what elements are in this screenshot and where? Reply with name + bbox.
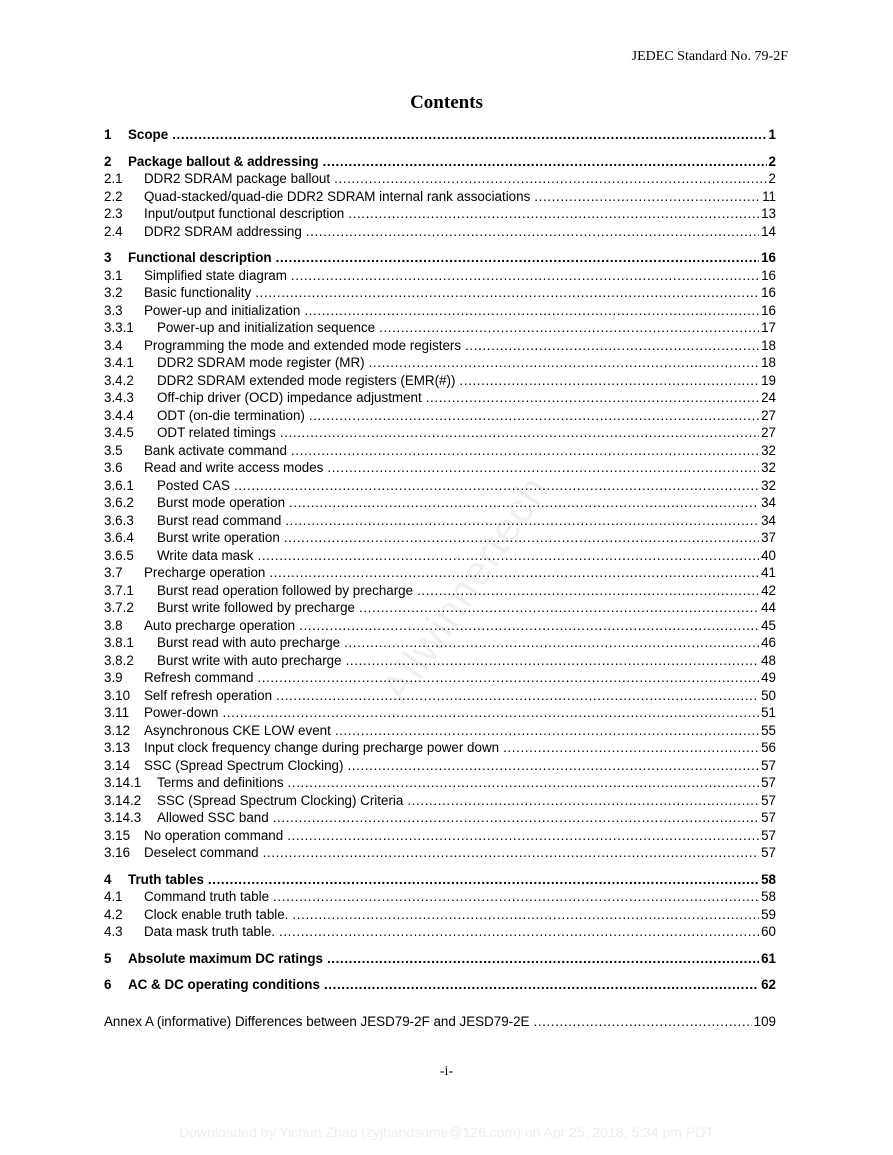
toc-entry-number: 3.10: [104, 687, 131, 703]
toc-entry-number: 3.14: [104, 757, 131, 773]
toc-entry-number: 3.4.4: [104, 407, 134, 423]
toc-entry-number: 3.4.3: [104, 390, 134, 405]
toc-entry-number: 3.7.1: [104, 582, 134, 598]
toc-dot-leader: [258, 547, 760, 565]
toc-entry[interactable]: [104, 459, 776, 477]
toc-entry-page: 17: [761, 320, 776, 335]
toc-entry[interactable]: [104, 205, 776, 223]
toc-entry-number: 3.14.1: [104, 775, 142, 790]
toc-entry-title: Burst write operation: [157, 530, 280, 545]
toc-entry-number: 3.6.5: [104, 547, 134, 563]
toc-entry[interactable]: [104, 249, 776, 267]
toc-entry-page: 34: [761, 495, 776, 510]
toc-entry-title: Scope: [128, 127, 169, 142]
toc-entry[interactable]: [104, 844, 776, 862]
toc-dot-leader: [534, 188, 760, 206]
toc-dot-leader: [327, 950, 759, 968]
toc-entry-page: 1: [768, 127, 776, 142]
toc-entry-title: Quad-stacked/quad-die DDR2 SDRAM internal rank associations: [144, 188, 531, 204]
toc-dot-leader: [346, 652, 760, 670]
toc-dot-leader: [348, 205, 759, 223]
toc-entry-title: Burst read with auto precharge: [157, 635, 341, 650]
toc-entry-title: Read and write access modes: [144, 460, 324, 475]
toc-dot-leader: [255, 284, 759, 302]
toc-entry-page: 34: [761, 512, 776, 528]
toc-entry-page: 57: [761, 810, 776, 825]
toc-entry-title: Asynchronous CKE LOW event: [144, 722, 331, 738]
toc-entry[interactable]: [104, 477, 776, 495]
toc-dot-leader: [534, 1013, 752, 1031]
toc-dot-leader: [335, 722, 759, 740]
table-of-contents: [104, 126, 776, 1030]
toc-entry-number: 3.5: [104, 442, 123, 458]
toc-dot-leader: [327, 459, 759, 477]
toc-entry-page: 48: [761, 652, 776, 668]
toc-entry-page: 16: [761, 250, 776, 265]
toc-entry-number: 3.8.1: [104, 635, 134, 650]
toc-entry[interactable]: [104, 337, 776, 355]
toc-dot-leader: [276, 687, 759, 705]
toc-dot-leader: [359, 599, 759, 617]
toc-dot-leader: [269, 564, 759, 582]
toc-dot-leader: [280, 424, 759, 442]
toc-dot-leader: [324, 976, 759, 994]
toc-entry-number: 3.4: [104, 337, 123, 353]
toc-entry-page: 57: [761, 775, 776, 790]
toc-dot-leader: [369, 354, 760, 372]
toc-entry-page: 27: [761, 407, 776, 423]
toc-entry-number: 3.12: [104, 722, 131, 738]
toc-entry-page: 57: [761, 827, 776, 843]
toc-entry-number: 3.9: [104, 670, 123, 685]
toc-entry-number: 3: [104, 250, 112, 265]
document-header: JEDEC Standard No. 79-2F: [631, 49, 788, 64]
toc-entry[interactable]: [104, 906, 776, 924]
toc-entry[interactable]: [104, 284, 776, 302]
toc-entry-title: ODT (on-die termination): [157, 407, 305, 423]
toc-entry-page: 58: [761, 871, 776, 887]
toc-entry-title: Package ballout & addressing: [128, 153, 319, 169]
toc-entry-page: 18: [761, 355, 776, 370]
toc-dot-leader: [304, 302, 759, 320]
toc-entry-page: 109: [753, 1013, 776, 1029]
toc-dot-leader: [234, 477, 759, 495]
toc-entry-page: 18: [761, 337, 776, 353]
toc-entry[interactable]: [104, 792, 776, 810]
toc-entry[interactable]: [104, 617, 776, 635]
toc-entry-title: AC & DC operating conditions: [128, 977, 320, 992]
toc-entry-number: 3.13: [104, 740, 131, 755]
toc-entry-page: 19: [761, 372, 776, 388]
toc-dot-leader: [426, 389, 759, 407]
toc-entry-title: DDR2 SDRAM mode register (MR): [157, 355, 365, 370]
toc-entry-page: 61: [761, 950, 776, 966]
toc-entry[interactable]: [104, 564, 776, 582]
toc-entry-number: 3.8: [104, 617, 123, 633]
toc-entry-page: 32: [761, 442, 776, 458]
toc-dot-leader: [323, 153, 767, 171]
toc-entry[interactable]: [104, 888, 776, 906]
toc-entry-page: 57: [761, 757, 776, 773]
toc-entry[interactable]: [104, 372, 776, 390]
toc-entry-title: Burst read operation followed by precharge: [157, 582, 414, 598]
toc-entry-number: 3.15: [104, 827, 131, 843]
toc-entry[interactable]: [104, 827, 776, 845]
toc-entry-page: 2: [768, 153, 776, 169]
toc-entry[interactable]: [104, 976, 776, 994]
toc-entry-number: 6: [104, 977, 112, 992]
toc-dot-leader: [309, 407, 759, 425]
toc-dot-leader: [284, 529, 759, 547]
toc-entry-page: 42: [761, 582, 776, 598]
toc-entry-title: Clock enable truth table.: [144, 906, 289, 922]
toc-entry-title: Write data mask: [157, 547, 254, 563]
toc-entry-title: Programming the mode and extended mode registers: [144, 337, 462, 353]
toc-entry-number: 3.7.2: [104, 600, 134, 615]
toc-entry-number: 3.6.3: [104, 512, 134, 528]
toc-entry[interactable]: [104, 512, 776, 530]
toc-entry-title: ODT related timings: [157, 425, 276, 440]
toc-entry[interactable]: [104, 634, 776, 652]
toc-entry-title: SSC (Spread Spectrum Clocking) Criteria: [157, 792, 404, 808]
toc-entry-number: 2: [104, 153, 112, 169]
toc-entry-page: 16: [761, 302, 776, 318]
toc-entry-title: Deselect command: [144, 845, 259, 860]
toc-entry-page: 46: [761, 635, 776, 650]
toc-entry[interactable]: [104, 354, 776, 372]
toc-entry-number: 3.6.2: [104, 495, 134, 510]
toc-dot-leader: [172, 126, 766, 144]
toc-entry-number: 3.4.5: [104, 425, 134, 440]
toc-entry-number: 2.3: [104, 206, 123, 221]
toc-entry-page: 13: [761, 206, 776, 221]
toc-entry-title: Basic functionality: [144, 285, 252, 300]
toc-entry-page: 58: [761, 889, 776, 904]
toc-dot-leader: [299, 617, 759, 635]
toc-entry-page: 55: [761, 722, 776, 738]
toc-entry[interactable]: [104, 529, 776, 547]
toc-entry-number: 3.6.1: [104, 477, 134, 493]
toc-dot-leader: [459, 372, 759, 390]
toc-entry[interactable]: [104, 267, 776, 285]
toc-entry-title: Input/output functional description: [144, 206, 345, 221]
toc-entry-page: 32: [761, 460, 776, 475]
toc-entry[interactable]: [104, 704, 776, 722]
toc-entry[interactable]: [104, 424, 776, 442]
toc-entry[interactable]: [104, 302, 776, 320]
toc-entry-page: 62: [761, 977, 776, 992]
toc-entry[interactable]: [104, 126, 776, 144]
toc-entry[interactable]: [104, 687, 776, 705]
toc-dot-leader: [287, 827, 759, 845]
page-number: -i-: [439, 1064, 454, 1079]
toc-entry-page: 24: [761, 390, 776, 405]
toc-entry[interactable]: [104, 547, 776, 565]
toc-entry-title: Bank activate command: [144, 442, 287, 458]
toc-entry-number: 3.4.1: [104, 355, 134, 370]
toc-entry-page: 57: [761, 792, 776, 808]
toc-entry[interactable]: [104, 652, 776, 670]
toc-entry-number: 3.14.3: [104, 810, 142, 825]
toc-dot-leader: [263, 844, 759, 862]
toc-entry-number: 3.8.2: [104, 652, 134, 668]
toc-entry-number: 2.1: [104, 171, 123, 186]
toc-entry-title: Input clock frequency change during precharge power down: [144, 740, 500, 755]
toc-dot-leader: [407, 792, 759, 810]
toc-entry-title: Allowed SSC band: [157, 810, 269, 825]
toc-entry-number: 3.11: [104, 705, 130, 720]
toc-entry-title: Auto precharge operation: [144, 617, 296, 633]
toc-dot-leader: [291, 267, 759, 285]
toc-entry-number: 3.2: [104, 285, 123, 300]
toc-dot-leader: [279, 923, 759, 941]
toc-entry-page: 27: [761, 425, 776, 440]
toc-entry-number: 3.16: [104, 845, 131, 860]
toc-entry-title: Power-down: [144, 705, 219, 720]
toc-entry-title: DDR2 SDRAM package ballout: [144, 171, 331, 186]
toc-entry-number: 3.3.1: [104, 320, 134, 335]
toc-entry[interactable]: [104, 319, 776, 337]
toc-entry-title: Power-up and initialization sequence: [157, 320, 376, 335]
toc-entry-number: 4.2: [104, 906, 123, 922]
toc-entry-title: Command truth table: [144, 889, 270, 904]
toc-entry-title: Data mask truth table.: [144, 924, 275, 939]
toc-entry-page: 59: [761, 906, 776, 922]
toc-dot-leader: [503, 739, 759, 757]
toc-dot-leader: [273, 809, 759, 827]
toc-entry-title: Terms and definitions: [157, 775, 284, 790]
watermark-text: Allwinnertech: [371, 466, 558, 711]
toc-entry-page: 44: [761, 600, 776, 615]
toc-entry-page: 37: [761, 530, 776, 545]
toc-entry-number: 1: [104, 127, 112, 142]
toc-entry-title: Refresh command: [144, 670, 254, 685]
toc-entry[interactable]: [104, 582, 776, 600]
toc-entry-number: 3.1: [104, 267, 123, 283]
toc-entry[interactable]: [104, 722, 776, 740]
toc-entry[interactable]: [104, 774, 776, 792]
toc-dot-leader: [222, 704, 759, 722]
toc-entry-title: Absolute maximum DC ratings: [128, 950, 323, 966]
toc-entry-number: 3.14.2: [104, 792, 142, 808]
toc-entry-page: 2: [768, 171, 776, 186]
toc-dot-leader: [257, 669, 759, 687]
toc-entry[interactable]: [104, 442, 776, 460]
toc-entry[interactable]: [104, 757, 776, 775]
toc-entry-title: Off-chip driver (OCD) impedance adjustment: [157, 390, 422, 405]
toc-entry[interactable]: [104, 1013, 776, 1031]
toc-entry-number: 3.4.2: [104, 372, 134, 388]
toc-entry-number: 3.7: [104, 565, 123, 580]
toc-entry[interactable]: [104, 950, 776, 968]
toc-entry-number: 4.1: [104, 889, 123, 904]
toc-entry[interactable]: [104, 809, 776, 827]
toc-entry-number: 3.6.4: [104, 530, 134, 545]
toc-entry-title: DDR2 SDRAM addressing: [144, 223, 302, 239]
toc-entry[interactable]: [104, 669, 776, 687]
toc-dot-leader: [417, 582, 759, 600]
toc-entry-title: Posted CAS: [157, 477, 230, 493]
toc-dot-leader: [208, 871, 759, 889]
toc-entry-title: Burst mode operation: [157, 495, 286, 510]
toc-dot-leader: [465, 337, 759, 355]
toc-entry-number: 4.3: [104, 924, 123, 939]
toc-entry-page: 57: [761, 845, 776, 860]
toc-entry-title: Burst read command: [157, 512, 282, 528]
page-title: Contents: [410, 92, 483, 113]
toc-entry-title: Self refresh operation: [144, 687, 273, 703]
toc-entry[interactable]: [104, 739, 776, 757]
toc-entry-page: 40: [761, 547, 776, 563]
toc-dot-leader: [273, 888, 759, 906]
toc-dot-leader: [276, 249, 760, 267]
toc-entry[interactable]: [104, 223, 776, 241]
toc-entry-page: 51: [761, 705, 776, 720]
toc-entry[interactable]: [104, 153, 776, 171]
toc-entry-page: 50: [761, 687, 776, 703]
toc-dot-leader: [289, 494, 759, 512]
toc-entry-number: 2.4: [104, 223, 123, 239]
toc-entry[interactable]: [104, 407, 776, 425]
toc-entry-page: 14: [761, 223, 776, 239]
toc-entry-number: 3.3: [104, 302, 123, 318]
toc-entry-page: 56: [761, 740, 776, 755]
toc-dot-leader: [291, 442, 759, 460]
toc-entry-number: 5: [104, 950, 112, 966]
toc-entry-number: 4: [104, 871, 112, 887]
toc-dot-leader: [334, 170, 766, 188]
toc-entry[interactable]: [104, 923, 776, 941]
toc-entry-page: 32: [761, 477, 776, 493]
toc-entry-title: DDR2 SDRAM extended mode registers (EMR(#)): [157, 372, 456, 388]
toc-entry-page: 60: [761, 924, 776, 939]
toc-entry[interactable]: [104, 389, 776, 407]
toc-entry[interactable]: [104, 871, 776, 889]
toc-entry-title: Power-up and initialization: [144, 302, 301, 318]
toc-entry-title: Burst write followed by precharge: [157, 600, 355, 615]
toc-dot-leader: [292, 906, 759, 924]
toc-entry-number: 3.6: [104, 460, 123, 475]
toc-entry-page: 45: [761, 617, 776, 633]
toc-entry-page: 16: [761, 267, 776, 283]
toc-entry-title: Functional description: [128, 250, 272, 265]
toc-entry-number: 2.2: [104, 188, 123, 204]
toc-entry[interactable]: [104, 170, 776, 188]
toc-entry-page: 11: [762, 188, 776, 204]
toc-entry[interactable]: [104, 494, 776, 512]
toc-entry[interactable]: [104, 188, 776, 206]
toc-entry-title: No operation command: [144, 827, 284, 843]
toc-dot-leader: [379, 319, 759, 337]
toc-entry-page: 41: [761, 565, 776, 580]
toc-dot-leader: [285, 512, 759, 530]
toc-dot-leader: [347, 757, 759, 775]
toc-entry-page: 49: [761, 670, 776, 685]
toc-entry-title: Burst write with auto precharge: [157, 652, 342, 668]
toc-entry-page: 16: [761, 285, 776, 300]
download-notice: Downloaded by Yichun Zhao (zyjhandsome@126.com) on Apr 25, 2018, 5:34 pm PDT: [179, 1124, 714, 1140]
toc-dot-leader: [306, 223, 759, 241]
toc-dot-leader: [344, 634, 759, 652]
toc-entry-title: Annex A (informative) Differences between JESD79-2F and JESD79-2E: [104, 1013, 530, 1029]
toc-entry-title: Precharge operation: [144, 565, 266, 580]
toc-entry-title: Simplified state diagram: [144, 267, 287, 283]
toc-entry[interactable]: [104, 599, 776, 617]
toc-dot-leader: [288, 774, 760, 792]
toc-entry-title: Truth tables: [128, 871, 204, 887]
toc-entry-title: SSC (Spread Spectrum Clocking): [144, 757, 344, 773]
